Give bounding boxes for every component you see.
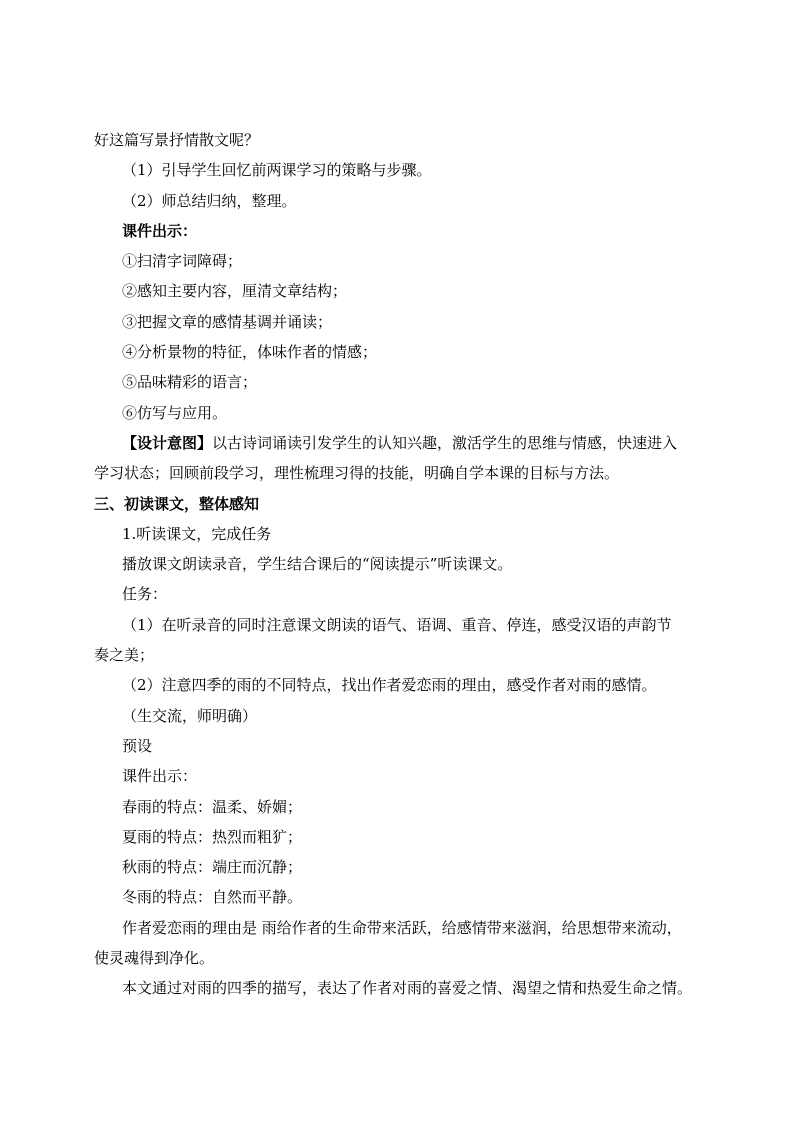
text-line: 作者爱恋雨的理由是 雨给作者的生命带来活跃，给感情带来滋润，给思想带来流动， xyxy=(122,918,682,937)
design-intent-label: 【设计意图】 xyxy=(122,433,213,452)
list-item: ②感知主要内容，厘清文章结构； xyxy=(122,282,348,301)
text-line: 学习状态；回顾前段学习，理性梳理习得的技能，明确自学本课的目标与方法。 xyxy=(94,464,620,483)
document-page xyxy=(94,125,734,1004)
text-line: （1）引导学生回忆前两课学习的策略与步骤。 xyxy=(122,161,432,180)
list-item: ⑥仿写与应用。 xyxy=(122,403,228,422)
list-item: ③把握文章的感情基调并诵读； xyxy=(122,312,333,331)
list-item: ⑤品味精彩的语言； xyxy=(122,373,258,392)
text-line: （生交流，师明确） xyxy=(122,706,258,725)
list-item: 秋雨的特点：端庄而沉静； xyxy=(122,858,303,877)
text-line: 使灵魂得到净化。 xyxy=(94,949,215,968)
text-line: 预设 xyxy=(122,736,153,755)
text-line: 好这篇写景抒情散文呢？ xyxy=(94,131,260,149)
design-intent-text: 以古诗词诵读引发学生的认知兴趣，激活学生的思维与情感，快速进入 xyxy=(212,433,678,452)
list-item: 春雨的特点：温柔、娇媚； xyxy=(122,797,303,816)
list-item: ④分析景物的特征，体味作者的情感； xyxy=(122,343,378,362)
section-label: 课件出示： xyxy=(122,221,198,240)
text-line: 播放课文朗读录音，学生结合课后的“阅读提示”听读课文。 xyxy=(122,555,513,574)
text-line: 奏之美； xyxy=(94,646,155,665)
text-line: 课件出示： xyxy=(122,767,198,786)
list-item: 冬雨的特点：自然而平静。 xyxy=(122,888,303,907)
text-line: （1）在听录音的同时注意课文朗读的语气、语调、重音、停连，感受汉语的声韵节 xyxy=(122,615,672,634)
subsection-heading: 1.听读课文，完成任务 xyxy=(122,524,272,543)
list-item: 夏雨的特点：热烈而粗犷； xyxy=(122,827,303,846)
section-heading: 三、初读课文，整体感知 xyxy=(94,494,260,513)
text-line: 任务： xyxy=(122,585,168,604)
design-intent-paragraph xyxy=(94,428,734,458)
text-line: （2）师总结归纳，整理。 xyxy=(122,191,297,210)
text-line: 本文通过对雨的四季的描写，表达了作者对雨的喜爱之情、渴望之情和热爱生命之情。 xyxy=(122,979,693,998)
text-line: （2）注意四季的雨的不同特点，找出作者爱恋雨的理由，感受作者对雨的感情。 xyxy=(122,676,657,695)
list-item: ①扫清字词障碍； xyxy=(122,252,243,271)
